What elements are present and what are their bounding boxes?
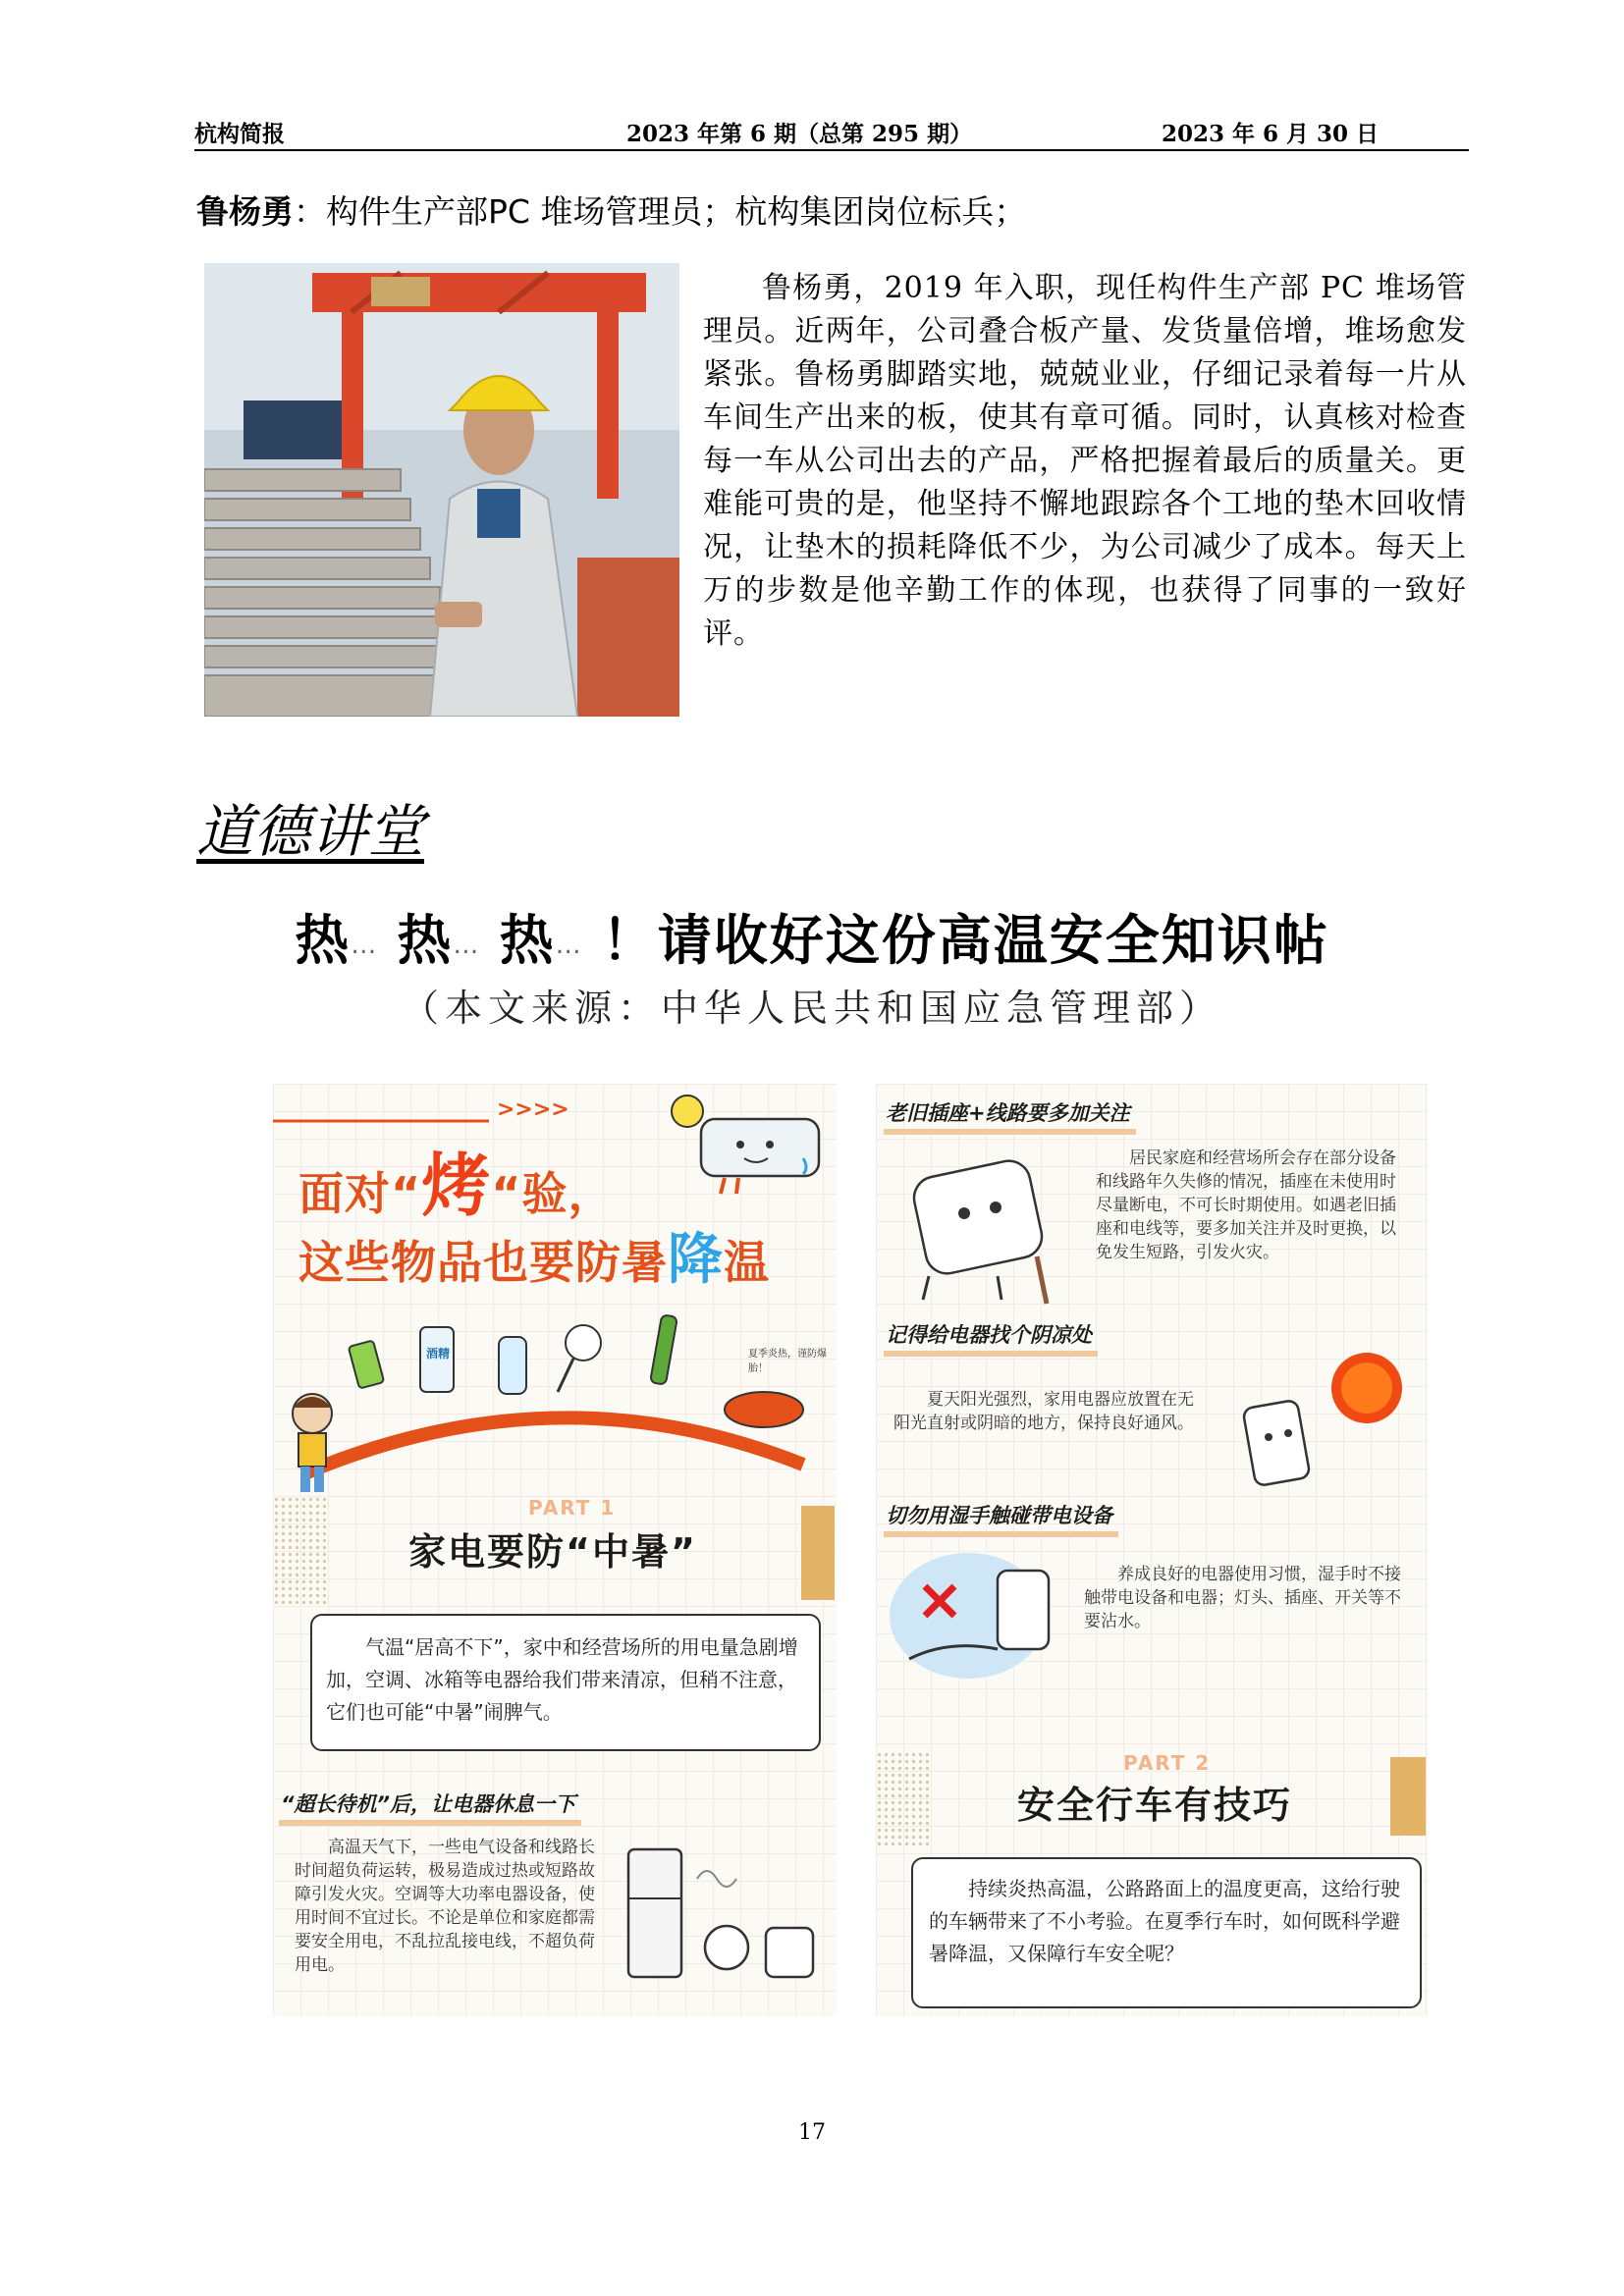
part-1-gold-bar	[801, 1506, 835, 1600]
title-hot-2: 热	[397, 909, 454, 972]
title-hot-3: 热	[499, 909, 556, 972]
sun-appliance-icon	[1219, 1335, 1416, 1492]
profile-roles: ：构件生产部PC 堆场管理员；杭构集团岗位标兵；	[294, 192, 1027, 231]
page-number: 17	[798, 2120, 826, 2145]
profile-photo	[204, 263, 679, 717]
sub-heading-wet-hands: 切勿用湿手触碰带电设备	[884, 1500, 1118, 1537]
boy-illustration	[283, 1390, 352, 1498]
headline-line-2: 这些物品也要防暑降温	[298, 1228, 770, 1292]
header-rule	[194, 149, 1469, 151]
sub-heading-cool-place: 记得给电器找个阴凉处	[884, 1319, 1098, 1357]
profile-name: 鲁杨勇	[196, 192, 294, 231]
wet-hands-icon	[890, 1541, 1086, 1688]
article-title	[0, 897, 1624, 975]
part-1-info-box	[310, 1614, 821, 1751]
part-2-info-box	[911, 1857, 1422, 2008]
part-1-title: 家电要防“中暑”	[408, 1530, 697, 1574]
dot-pattern	[273, 1496, 330, 1604]
part-2-label: PART 2	[1123, 1751, 1212, 1775]
page-header	[194, 116, 1467, 151]
profile-description: 鲁杨勇，2019 年入职，现任构件生产部 PC 堆场管理员。近两年，公司叠合板产量、发货量倍增，堆场愈发紧张。鲁杨勇脚踏实地，兢兢业业，仔细记录着每一片从车间生产出来的板，使其有章可循。同时，认真核对检查每一车从公司出去的产品，严格把握着最后的质量关。更难能可贵的是，他坚持不懈地跟踪各个工地的垫木回收情况，让垫木的损耗降低不少，为公司减少了成本。每天上万的步数是他辛勤工作的体现，也获得了同事的一致好评。	[703, 271, 1467, 651]
title-dots-3: …	[555, 931, 581, 960]
wet-hands-text: 养成良好的电器使用习惯，湿手时不接触带电设备和电器；灯头、插座、开关等不要沾水。	[1084, 1565, 1401, 1631]
profile-heading	[196, 187, 1026, 233]
issue-number: 2023 年第 6 期（总第 295 期）	[626, 121, 973, 147]
section-title: 道德讲堂	[196, 798, 425, 865]
infographic-headline	[298, 1146, 770, 1296]
cool-place-text: 夏天阳光强烈，家用电器应放置在无阳光直射或阴暗的地方，保持良好通风。	[893, 1390, 1194, 1433]
old-sockets-text: 居民家庭和经营场所会存在部分设备和线路年久失修的情况，插座在未使用时尽量断电，不可长时期使用。如遇老旧插座和电线等，要多加关注并及时更换，以免发生短路，引发火灾。	[1096, 1148, 1396, 1262]
headline-cool-char: 降	[668, 1228, 724, 1292]
appliances-illustration	[619, 1840, 825, 1997]
dot-pattern-2	[876, 1751, 931, 1849]
sub-heading-old-sockets: 老旧插座+线路要多加关注	[884, 1097, 1136, 1135]
article-source: （本文来源：中华人民共和国应急管理部）	[401, 987, 1222, 1030]
part-2-title: 安全行车有技巧	[1017, 1784, 1293, 1827]
title-dots-2: …	[453, 931, 479, 960]
old-socket-icon	[890, 1148, 1086, 1306]
publication-name: 杭构简报	[194, 121, 285, 147]
issue-date: 2023 年 6 月 30 日	[1161, 121, 1379, 147]
part-2-info-text: 持续炎热高温，公路路面上的温度更高，这给行驶的车辆带来了不小考验。在夏季行车时，如何既科学避暑降温，又保障行车安全呢？	[929, 1877, 1400, 1965]
arrow-marks: >>>>	[497, 1097, 569, 1122]
infographic-left-panel	[273, 1084, 837, 2016]
title-hot-1: 热	[295, 909, 352, 972]
title-main: ！请收好这份高温安全知识帖	[601, 909, 1329, 972]
headline-roast-char: 烤	[421, 1146, 492, 1226]
hazard-items-illustration	[293, 1308, 823, 1484]
sub-heading-standby: “超长待机”后，让电器休息一下	[279, 1789, 581, 1826]
infographic-right-panel	[876, 1084, 1428, 2016]
car-note: 夏季炎热，谨防爆胎！	[748, 1349, 827, 1374]
part-1-label: PART 1	[528, 1496, 617, 1520]
part-2-gold-bar	[1390, 1757, 1426, 1836]
headline-line-1: 面对“烤“验，	[298, 1146, 615, 1226]
part-1-info-text: 气温“居高不下”，家中和经营场所的用电量急剧增加，空调、冰箱等电器给我们带来清凉，但稍不注意，它们也可能“中暑”闹脾气。	[326, 1635, 798, 1724]
title-dots-1: …	[351, 931, 377, 960]
standby-text: 高温天气下，一些电气设备和线路长时间超负荷运转，极易造成过热或短路故障引发火灾。空调等大功率电器设备，使用时间不宜过长。不论是单位和家庭都需要安全用电，不乱拉乱接电线，不超负荷用电。	[295, 1838, 595, 1975]
bottle-label: 酒精	[426, 1347, 451, 1361]
